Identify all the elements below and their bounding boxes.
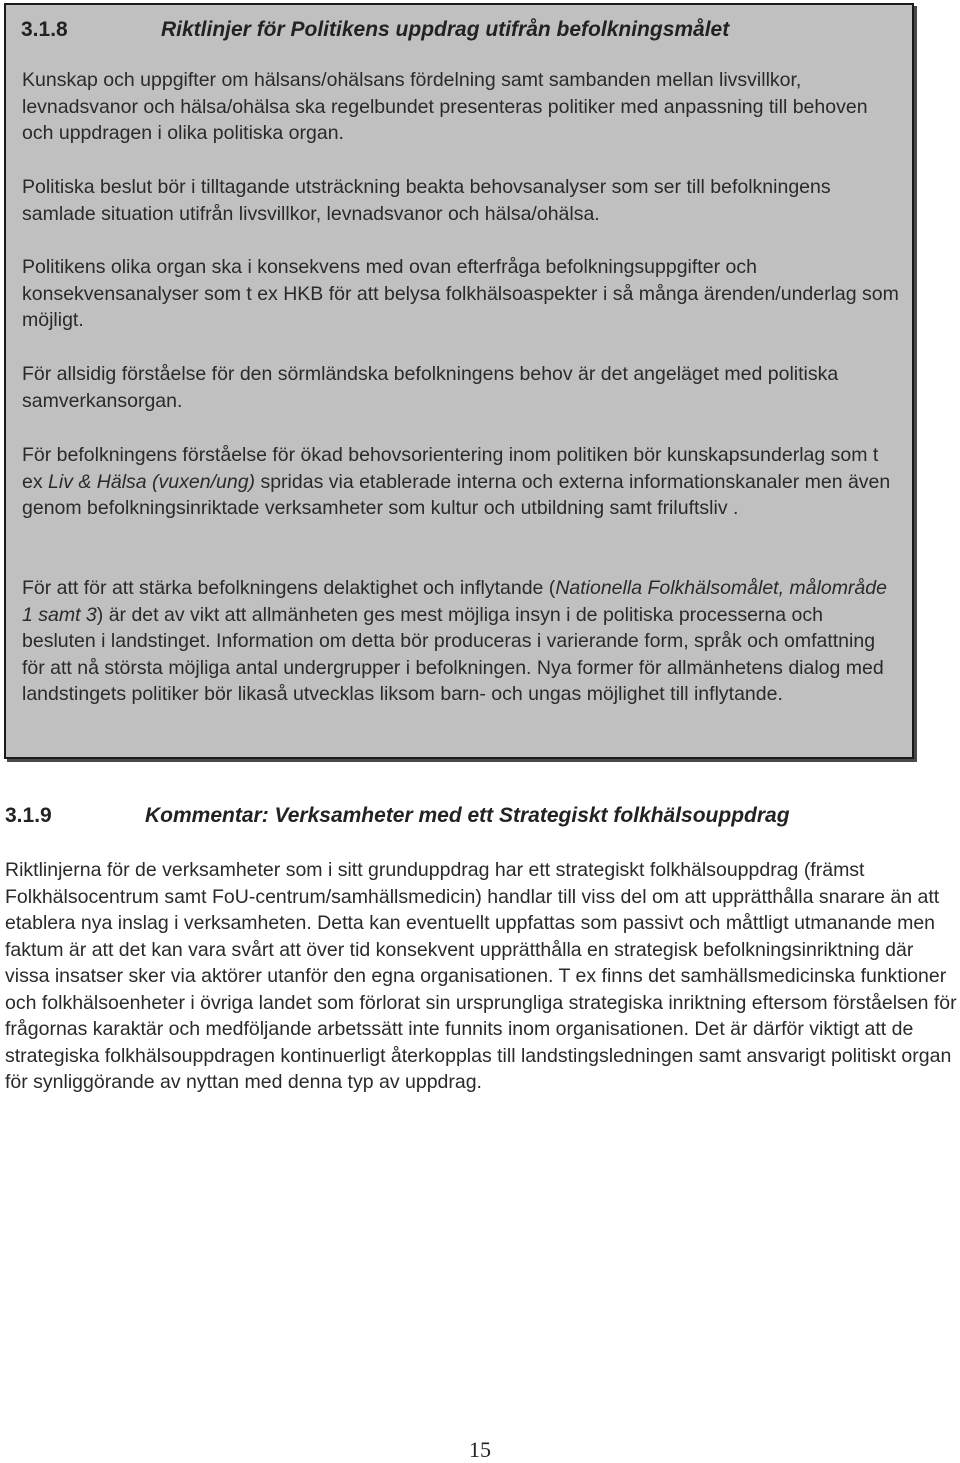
guideline-box xyxy=(4,3,914,759)
section-title: Kommentar: Verksamheter med ett Strategiskt folkhälsouppdrag xyxy=(145,804,790,827)
paragraph: Politiska beslut bör i tilltagande utsträckning beakta behovsanalyser som ser till befolkningens samlade situation utifrån livsvillkor, levnadsvanor och hälsa/ohälsa. xyxy=(22,176,831,225)
paragraph-text: För att för att stärka befolkningens delaktighet och inflytande ( xyxy=(22,577,556,599)
paragraph-text: För befolkningens förståelse för ökad behovsorientering inom politiken bör kunskapsunderlag som t ex xyxy=(22,444,879,493)
paragraph: Politikens olika organ ska i konsekvens med ovan efterfråga befolkningsuppgifter och konsekvensanalyser som t ex HKB för att belysa folkhälsoaspekter i så många ärenden/underlag som möjligt. xyxy=(22,256,899,331)
publication-title: Liv & Hälsa (vuxen/ung) xyxy=(48,470,256,493)
paragraph xyxy=(22,442,902,522)
paragraph-text: ) är det av vikt att allmänheten ges mest möjliga insyn i de politiska processerna och besluten i landstinget. Information om detta bör produceras i varierande form, språk och omfattning för att nå största möjliga antal undergrupper i befolkningen. Nya former för allmänhetens dialog med landstingets politiker bör likaså utvecklas liksom barn- och ungas möjlighet till inflytande. xyxy=(22,603,884,705)
paragraph-text: spridas via etablerade interna och externa informationskanaler men även genom befolkningsinriktade verksamheter som kultur och utbildning samt friluftsliv . xyxy=(22,470,891,519)
section-number: 3.1.9 xyxy=(5,804,52,827)
section-number: 3.1.8 xyxy=(21,18,68,41)
page-number: 15 xyxy=(469,1437,491,1462)
paragraph: För allsidig förståelse för den sörmländska befolkningens behov är det angeläget med politiska samverkansorgan. xyxy=(22,363,839,412)
goal-reference: Nationella Folkhälsomålet, målområde 1 samt 3 xyxy=(22,577,887,626)
paragraph: Kunskap och uppgifter om hälsans/ohälsans fördelning samt sambanden mellan livsvillkor, levnadsvanor och hälsa/ohälsa ska regelbundet presenteras politiker med anpassning till behoven och uppdragen i olika politiska organ. xyxy=(22,69,868,144)
paragraph xyxy=(22,575,902,708)
paragraph: Riktlinjerna för de verksamheter som i sitt grunduppdrag har ett strategiskt folkhälsouppdrag (främst Folkhälsocentrum samt FoU-centrum/samhällsmedicin) handlar till viss del om att upprätthålla snarare än att etablera nya inslag i verksamheten. Detta kan eventuellt uppfattas som passivt och måttligt utmanande men faktum är att det kan vara svårt att över tid konsekvent upprätthålla en strategisk befolkningsinriktning där vissa insatser sker via aktörer utanför den egna organisationen. T ex finns det samhällsmedicinska funktioner och folkhälsoenheter i övriga landet som förlorat sin ursprungliga strategiska inriktning eftersom förståelsen för frågornas karaktär och medföljande arbetssätt inte funnits inom organisationen. Det är därför viktigt att de strategiska folkhälsouppdragen kontinuerligt återkopplas till landstingsledningen samt ansvarigt politiskt organ för synliggörande av nyttan med denna typ av uppdrag. xyxy=(5,859,957,1093)
section-title: Riktlinjer för Politikens uppdrag utifrån befolkningsmålet xyxy=(161,18,730,41)
